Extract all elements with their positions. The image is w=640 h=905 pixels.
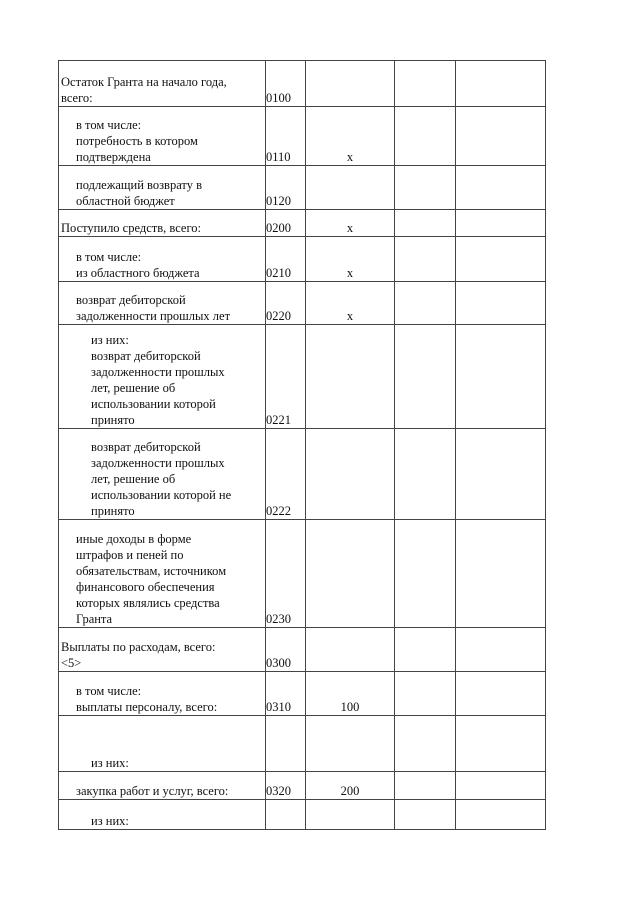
empty-cell [395,716,456,772]
empty-cell [456,325,546,429]
row-value: 200 [306,772,395,800]
row-name-cell [59,429,266,520]
empty-cell [456,237,546,282]
row-code: 0310 [266,672,306,716]
row-name: из них: возврат дебиторской задолженности прошлых лет, решение об использовании которой принято [91,333,225,427]
row-code: 0220 [266,282,306,325]
row-name-cell [59,520,266,628]
empty-cell [395,672,456,716]
empty-cell [456,672,546,716]
row-name: Поступило средств, всего: [61,221,201,235]
empty-cell [456,800,546,830]
table-row [59,61,546,107]
row-value [306,520,395,628]
empty-cell [395,772,456,800]
table-row [59,210,546,237]
row-name: в том числе: потребность в котором подтверждена [76,118,198,164]
empty-cell [395,282,456,325]
row-value [306,716,395,772]
row-value: x [306,107,395,166]
table-row [59,237,546,282]
row-name-cell [59,716,266,772]
row-name: из них: [91,756,129,770]
row-name-cell [59,672,266,716]
row-code: 0222 [266,429,306,520]
row-name: возврат дебиторской задолженности прошлых лет, решение об использовании которой не принято [91,440,232,518]
grant-report-table [58,60,546,830]
table-row [59,716,546,772]
row-value [306,628,395,672]
row-value [306,61,395,107]
row-name-cell [59,61,266,107]
empty-cell [456,520,546,628]
row-name-cell [59,325,266,429]
empty-cell [456,61,546,107]
row-code: 0110 [266,107,306,166]
empty-cell [395,429,456,520]
empty-cell [395,107,456,166]
row-name: из них: [91,814,129,828]
row-name: Остаток Гранта на начало года, всего: [61,75,227,105]
row-name-cell [59,628,266,672]
empty-cell [456,716,546,772]
table-row [59,107,546,166]
row-name: закупка работ и услуг, всего: [76,784,229,798]
row-name-cell [59,210,266,237]
row-name-cell [59,107,266,166]
row-name-cell [59,166,266,210]
empty-cell [395,237,456,282]
table-row [59,672,546,716]
row-code: 0300 [266,628,306,672]
table-row [59,800,546,830]
row-code: 0230 [266,520,306,628]
row-value: x [306,282,395,325]
row-code [266,716,306,772]
row-code: 0200 [266,210,306,237]
row-value [306,800,395,830]
row-name: возврат дебиторской задолженности прошлых лет [76,293,231,323]
row-name-cell [59,282,266,325]
empty-cell [456,166,546,210]
empty-cell [456,429,546,520]
row-code: 0120 [266,166,306,210]
row-name: в том числе: из областного бюджета [76,250,200,280]
empty-cell [395,520,456,628]
empty-cell [395,800,456,830]
table-row [59,166,546,210]
row-value [306,166,395,210]
row-name: Выплаты по расходам, всего: <5> [61,640,216,670]
empty-cell [395,325,456,429]
empty-cell [395,61,456,107]
row-name: иные доходы в форме штрафов и пеней по обязательствам, источником финансового обеспечения которых являлись средства Гранта [76,532,227,626]
row-code: 0320 [266,772,306,800]
row-value: x [306,237,395,282]
table-row [59,628,546,672]
row-name-cell [59,237,266,282]
row-code [266,800,306,830]
empty-cell [395,210,456,237]
row-code: 0100 [266,61,306,107]
table-row [59,282,546,325]
empty-cell [395,628,456,672]
row-name-cell [59,800,266,830]
row-name: подлежащий возврату в областной бюджет [76,178,202,208]
table-row [59,520,546,628]
table-row [59,325,546,429]
empty-cell [456,282,546,325]
empty-cell [456,628,546,672]
row-code: 0221 [266,325,306,429]
empty-cell [456,772,546,800]
row-value [306,325,395,429]
empty-cell [395,166,456,210]
row-value [306,429,395,520]
row-value: x [306,210,395,237]
empty-cell [456,210,546,237]
row-code: 0210 [266,237,306,282]
row-name: в том числе: выплаты персоналу, всего: [76,684,218,714]
row-name-cell [59,772,266,800]
row-value: 100 [306,672,395,716]
table-row [59,429,546,520]
table-row [59,772,546,800]
empty-cell [456,107,546,166]
